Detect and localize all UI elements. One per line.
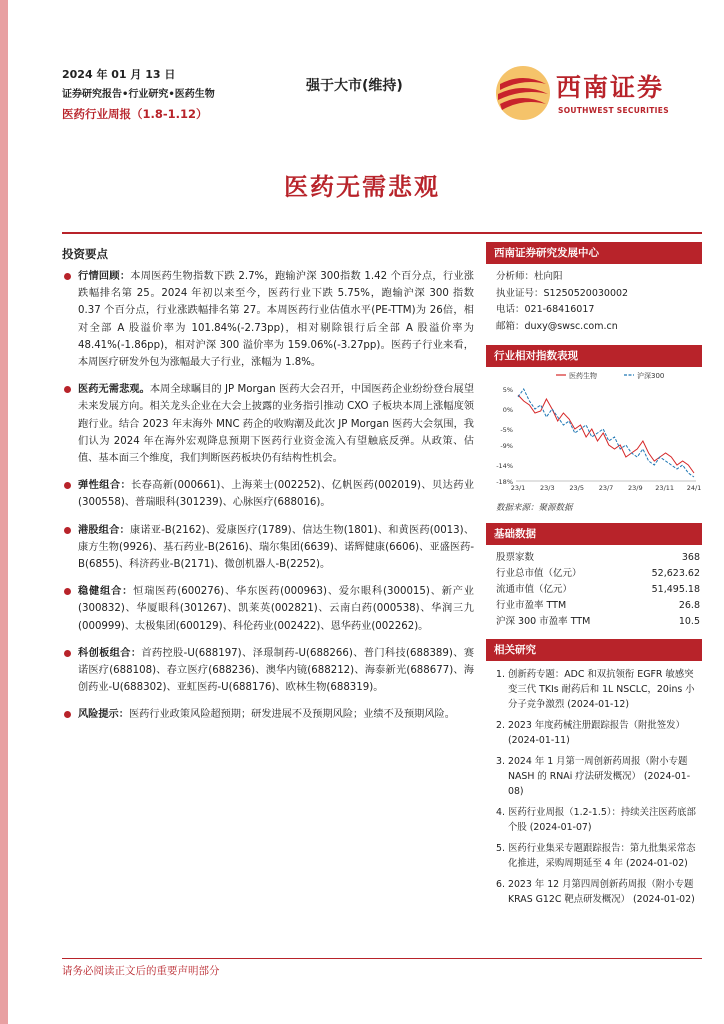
y-tick-label: 5% [502, 386, 513, 395]
related-number: 3. [496, 756, 505, 768]
weekly-label: 医药行业周报（1.8-1.12） [62, 107, 208, 121]
title-divider [62, 232, 702, 234]
stat-label: 行业市盈率 TTM [496, 599, 567, 611]
stat-row [486, 613, 702, 629]
stat-value: 368 [681, 551, 700, 563]
x-tick-label: 23/9 [628, 484, 643, 493]
section-heading: 投资要点 [62, 247, 108, 261]
y-tick-label: -18% [496, 478, 513, 487]
related-item[interactable] [486, 718, 702, 748]
stat-value: 51,495.18 [651, 583, 700, 595]
related-number: 2. [496, 720, 505, 732]
bullet-item [62, 477, 474, 511]
related-item[interactable] [486, 841, 702, 871]
bullet-text: 本周全球瞩目的 JP Morgan 医药大会召开，中国医药企业纷纷登台展望未来发展方向。相关龙头企业在大会上披露的业务指引推动 CXO 子板块本周上涨幅度领跑行业。结合 2023 年末海外 MNC 药企的收购潮及此次 JP Morgan 医药大会氛围，我们认为 2024 年在海外宏观降息预期下医药行业资金流入有望触底反弹。从政策、估值、基本面三个维度，我们判断医药板块仍有结构性机会。 [78, 384, 475, 465]
x-tick-label: 23/5 [569, 484, 584, 493]
related-text: 创新药专题：ADC 和双抗领衔 EGFR 敏感突变三代 TKIs 耐药后和 1L NSCLC，20ins 小分子竞争激烈 (2024-01-12) [508, 669, 695, 711]
stat-label: 流通市值（亿元） [496, 583, 573, 595]
x-tick-label: 23/7 [598, 484, 614, 493]
data-source: 数据来源：聚源数据 [496, 503, 573, 514]
bullet-text: 恒瑞医药(600276)、华东医药(000963)、爱尔眼科(300015)、新产业(300832)、华厦眼科(301267)、凯莱英(002821)、云南白药(000538)、华润三九(000999)、太极集团(600129)、科伦药业(002422)、恩华药业(002262)。 [78, 586, 474, 632]
stat-value: 52,623.62 [651, 567, 700, 579]
bullet-lead: 行情回顾： [78, 271, 131, 282]
bullet-text: 康诺亚-B(2162)、爱康医疗(1789)、信达生物(1801)、和黄医药(0013)、康方生物(9926)、基石药业-B(2616)、瑞尔集团(6639)、诺辉健康(6606)、亚盛医药-B(6855)、科济药业-B(2171)、微创机器人-B(2252)。 [78, 524, 475, 571]
analyst-name: 分析师：杜向阳 [496, 271, 563, 282]
chart-header: 行业相对指数表现 [486, 345, 702, 367]
bullet-lead: 科创板组合： [78, 647, 142, 659]
stat-row [486, 549, 702, 565]
bullet-item [62, 522, 474, 574]
related-text: 2024 年 1 月第一周创新药周报（附小专题 NASH 的 RNAi 疗法研发概况） (2024-01-08) [508, 756, 691, 798]
left-accent-bar [0, 0, 8, 1024]
stat-value: 26.8 [678, 599, 700, 611]
x-tick-label: 23/1 [510, 484, 526, 493]
bullet-text: 长春高新(000661)、上海莱士(002252)、亿帆医药(002019)、贝达药业(300558)、普瑞眼科(301239)、心脉医疗(688016)。 [78, 480, 475, 509]
related-item[interactable] [486, 754, 702, 799]
stat-label: 股票家数 [496, 551, 535, 563]
company-logo [494, 64, 694, 122]
related-number: 5. [496, 843, 505, 855]
related-research-header: 相关研究 [486, 639, 702, 661]
investment-points [62, 246, 474, 734]
bullet-item [62, 706, 474, 723]
logo-emblem-icon [494, 64, 552, 122]
bullet-lead: 风险提示： [78, 709, 129, 721]
x-tick-label: 23/3 [540, 484, 555, 493]
related-number: 4. [496, 807, 505, 819]
related-item[interactable] [486, 667, 702, 712]
analyst-email: 邮箱：duxy@swsc.com.cn [496, 320, 618, 332]
related-text: 医药行业周报（1.2-1.5）：持续关注医药底部个股 (2024-01-07) [508, 807, 696, 834]
stat-row [486, 597, 702, 613]
related-number: 1. [496, 669, 505, 681]
bullet-lead: 港股组合： [78, 524, 130, 536]
analyst-phone: 电话：021-68416017 [496, 304, 595, 316]
related-text: 医药行业集采专题跟踪报告：第九批集采常态化推进，采购周期延至 4 年 (2024-01-02) [508, 843, 696, 870]
basic-data-header: 基础数据 [486, 523, 702, 545]
analyst-info [486, 264, 702, 335]
research-center-header: 西南证券研究发展中心 [486, 242, 702, 264]
bullet-item [62, 583, 474, 635]
legend-label: 沪深300 [637, 372, 665, 381]
analyst-license: 执业证号：S1250520030002 [496, 287, 629, 299]
stat-value: 10.5 [678, 615, 700, 627]
bullet-item [62, 645, 474, 697]
bullet-text: 医药行业政策风险超预期；研发进展不及预期风险；业绩不及预期风险。 [128, 709, 455, 721]
related-text: 2023 年度药械注册跟踪报告（附批签发） (2024-01-11) [508, 720, 685, 747]
related-item[interactable] [486, 877, 702, 907]
stat-row [486, 565, 702, 581]
y-tick-label: -14% [496, 462, 513, 471]
x-tick-label: 23/11 [655, 484, 675, 493]
footer-disclaimer: 请务必阅读正文后的重要声明部分 [62, 965, 220, 977]
stat-label: 行业总市值（亿元） [496, 567, 582, 579]
x-tick-label: 24/1 [686, 484, 702, 493]
sidebar [486, 242, 702, 913]
bullet-lead: 医药无需悲观。 [78, 384, 150, 396]
page-title: 医药无需悲观 [284, 173, 440, 201]
related-item[interactable] [486, 805, 702, 835]
bullet-lead: 稳健组合： [78, 586, 134, 598]
bullet-text: 首药控股-U(688197)、泽璟制药-U(688266)、普门科技(688389)、赛诺医疗(688108)、春立医疗(688236)、澳华内镜(688212)、海泰新光(688677)、海创药业-U(688302)、亚虹医药-U(688176)、欧林生物(688319)。 [78, 647, 475, 694]
y-tick-label: -9% [500, 442, 513, 451]
related-text: 2023 年 12 月第四周创新药周报（附小专题 KRAS G12C 靶点研发概况） (2024-01-02) [508, 879, 695, 906]
logo-text-cn: 西南证券 [556, 73, 665, 102]
bullet-item [62, 268, 474, 371]
y-tick-label: -5% [500, 426, 513, 435]
bullet-text: 本周医药生物指数下跌 2.7%，跑输沪深 300指数 1.42 个百分点，行业涨跌幅排名第 25。2024 年初以来至今，医药行业下跌 5.75%，跑输沪深 300 指数 0.37 个百分点，行业涨跌幅排名第 27。本周医药行业估值水平(PE-TTM)为 26倍，相对全部 A 股溢价率为 101.84%(-2.73pp)，相对剔除银行后全部 A 股溢价率为 48.41%(-1.86pp)，相对沪深 300 溢价率为 159.06%(-3.27pp)。医药子行业来看，本周医疗研发外包为涨幅最大子行业，涨幅为 1.8%。 [78, 271, 474, 369]
footer-divider [62, 958, 702, 959]
basic-data-table [486, 549, 702, 629]
stat-row [486, 581, 702, 597]
bullet-item [62, 381, 474, 467]
rating: 强于大市(维持) [306, 78, 403, 94]
y-tick-label: 0% [502, 406, 513, 415]
bullet-lead: 弹性组合： [78, 480, 132, 492]
report-date: 2024 年 01 月 13 日 [62, 68, 176, 81]
related-number: 6. [496, 879, 505, 891]
legend-label: 医药生物 [569, 372, 597, 381]
stat-label: 沪深 300 市盈率 TTM [496, 615, 591, 627]
report-category: 证券研究报告•行业研究•医药生物 [62, 89, 215, 100]
logo-text-en: SOUTHWEST SECURITIES [558, 106, 669, 115]
related-research-list [486, 667, 702, 907]
relative-index-chart [486, 367, 702, 497]
